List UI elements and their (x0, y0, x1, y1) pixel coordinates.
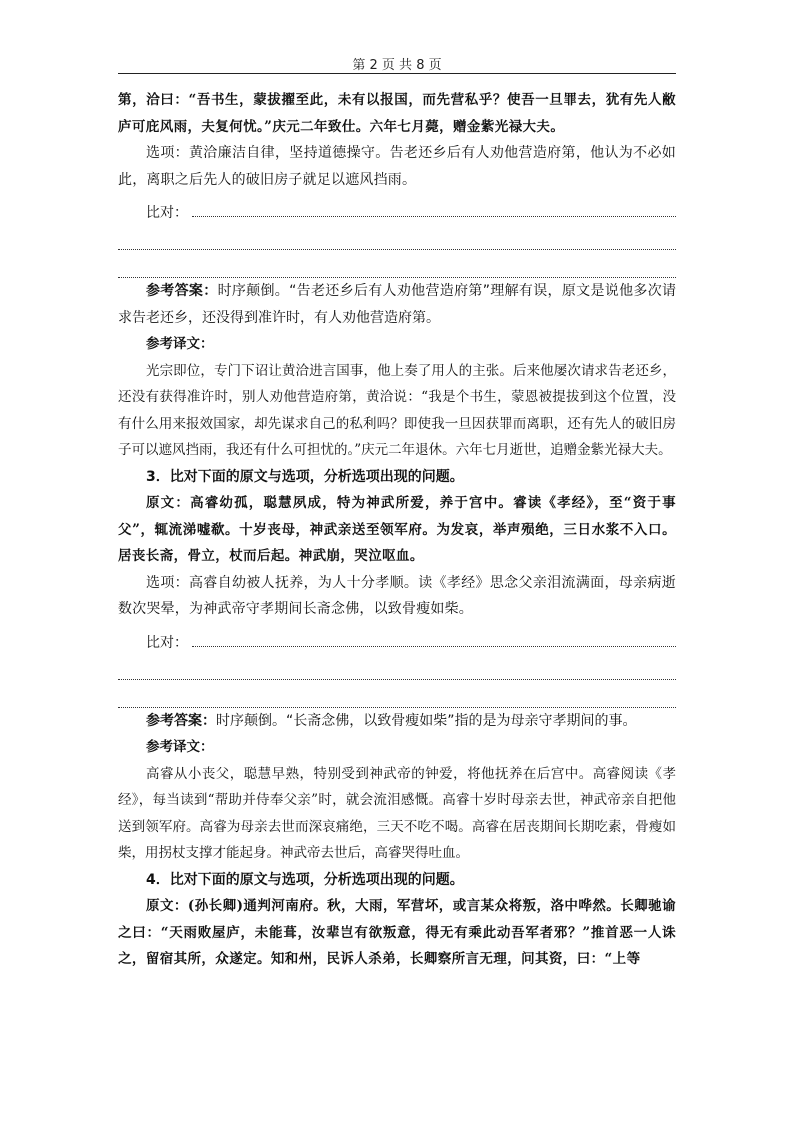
original-label: 原文： (146, 898, 188, 914)
question-4-original (118, 893, 676, 973)
original-text-continued: 第，洽曰：“吾书生，蒙拔擢至此，未有以报国，而先营私乎？使吾一旦罪去，犹有先人敝庐可庇风雨，夫复何忧。”庆元二年致仕。六年七月薨，赠金紫光禄大夫。 (118, 92, 676, 135)
option-text: 高睿自幼被人抚养，为人十分孝顺。读《孝经》思念父亲泪流满面，母亲病逝数次哭晕，为神武帝守孝期间长斋念佛，以致骨瘦如柴。 (118, 574, 676, 617)
option-label: 选项： (146, 145, 189, 161)
option-paragraph (118, 140, 676, 193)
translation-text: 光宗即位，专门下诏让黄洽进言国事，他上奏了用人的主张。后来他屡次请求告老还乡，还没有获得准许时，别人劝他营造府第，黄洽说：“我是个书生，蒙恩被提拔到这个位置，没有什么用来报效国家，却先谋求自己的私利吗？即使我一旦因获罪而离职，还有先人的破旧房子可以遮风挡雨，我还有什么可担忧的。”庆元二年退休。六年七月逝世，追赠金紫光禄大夫。 (118, 362, 676, 458)
answer-text: 时序颠倒。“告老还乡后有人劝他营造府第”理解有误，原文是说他多次请求告老还乡，还没得到准许时，有人劝他营造府第。 (118, 283, 676, 326)
translation-text: 高睿从小丧父，聪慧早熟，特别受到神武帝的钟爱，将他抚养在后宫中。高睿阅读《孝经》，每当读到“帮助并侍奉父亲”时，就会流泪感慨。高睿十岁时母亲去世，神武帝亲自把他送到领军府。高睿为母亲去世而深哀痛绝，三天不吃不喝。高睿在居丧期间长期吃素，骨瘦如柴，用拐杖支撑才能起身。神武帝去世后，高睿哭得吐血。 (118, 765, 676, 861)
answer-text: 时序颠倒。“长斋念佛，以致骨瘦如柴”指的是为母亲守孝期间的事。 (216, 712, 637, 729)
translation-heading: 参考译文： (146, 739, 214, 755)
original-text: 高睿幼孤，聪慧夙成，特为神武所爱，养于宫中。睿读《孝经》，至“资于事父”，辄流涕嘘欷。十岁丧母，神武亲送至领军府。为发哀，举声殒绝，三日水浆不入口。居丧长斋，骨立，杖而后起。神武崩，哭泣呕血。 (118, 495, 677, 564)
translation-heading: 参考译文： (146, 336, 214, 352)
option-text: 黄洽廉洁自律，坚持道德操守。告老还乡后有人劝他营造府第，他认为不必如此，离职之后先人的破旧房子就足以遮风挡雨。 (118, 145, 676, 188)
answer-blank-line[interactable] (118, 680, 676, 708)
original-text: (孙长卿)通判河南府。秋，大雨，军营坏，或言某众将叛，洛中哗然。长卿驰谕之曰：“天雨败屋庐，未能葺，汝辈岂有欲叛意，得无有乘此动吾军者邪？”推首恶一人诛之，留宿其所，众遂定。知和州，民诉人杀弟，长卿察所言无理，问其资，曰：“上等 (118, 898, 676, 967)
page-content (118, 87, 676, 973)
answer-blank-line[interactable] (118, 250, 676, 278)
answer-blank-line[interactable] (118, 652, 676, 680)
compare-label: 比对： (146, 205, 188, 221)
compare-line (118, 623, 676, 652)
question-4-prompt: 4．比对下面的原文与选项，分析选项出现的问题。 (146, 871, 464, 888)
header-divider (118, 73, 676, 74)
question-3-option (118, 570, 676, 623)
reference-answer (118, 708, 676, 735)
compare-line (118, 193, 676, 222)
answer-blank-line[interactable] (118, 222, 676, 250)
question-3-prompt: 3．比对下面的原文与选项，分析选项出现的问题。 (146, 468, 464, 485)
original-label: 原文： (146, 495, 191, 511)
reference-answer (118, 278, 676, 331)
answer-label: 参考答案： (146, 712, 216, 729)
answer-blank-line[interactable] (192, 645, 676, 647)
answer-label: 参考答案： (146, 283, 218, 299)
question-3-original (118, 490, 676, 570)
answer-blank-line[interactable] (192, 215, 676, 217)
compare-label: 比对： (146, 634, 188, 651)
page-header: 第 2 页 共 8 页 (352, 58, 442, 73)
option-label: 选项： (146, 574, 189, 591)
